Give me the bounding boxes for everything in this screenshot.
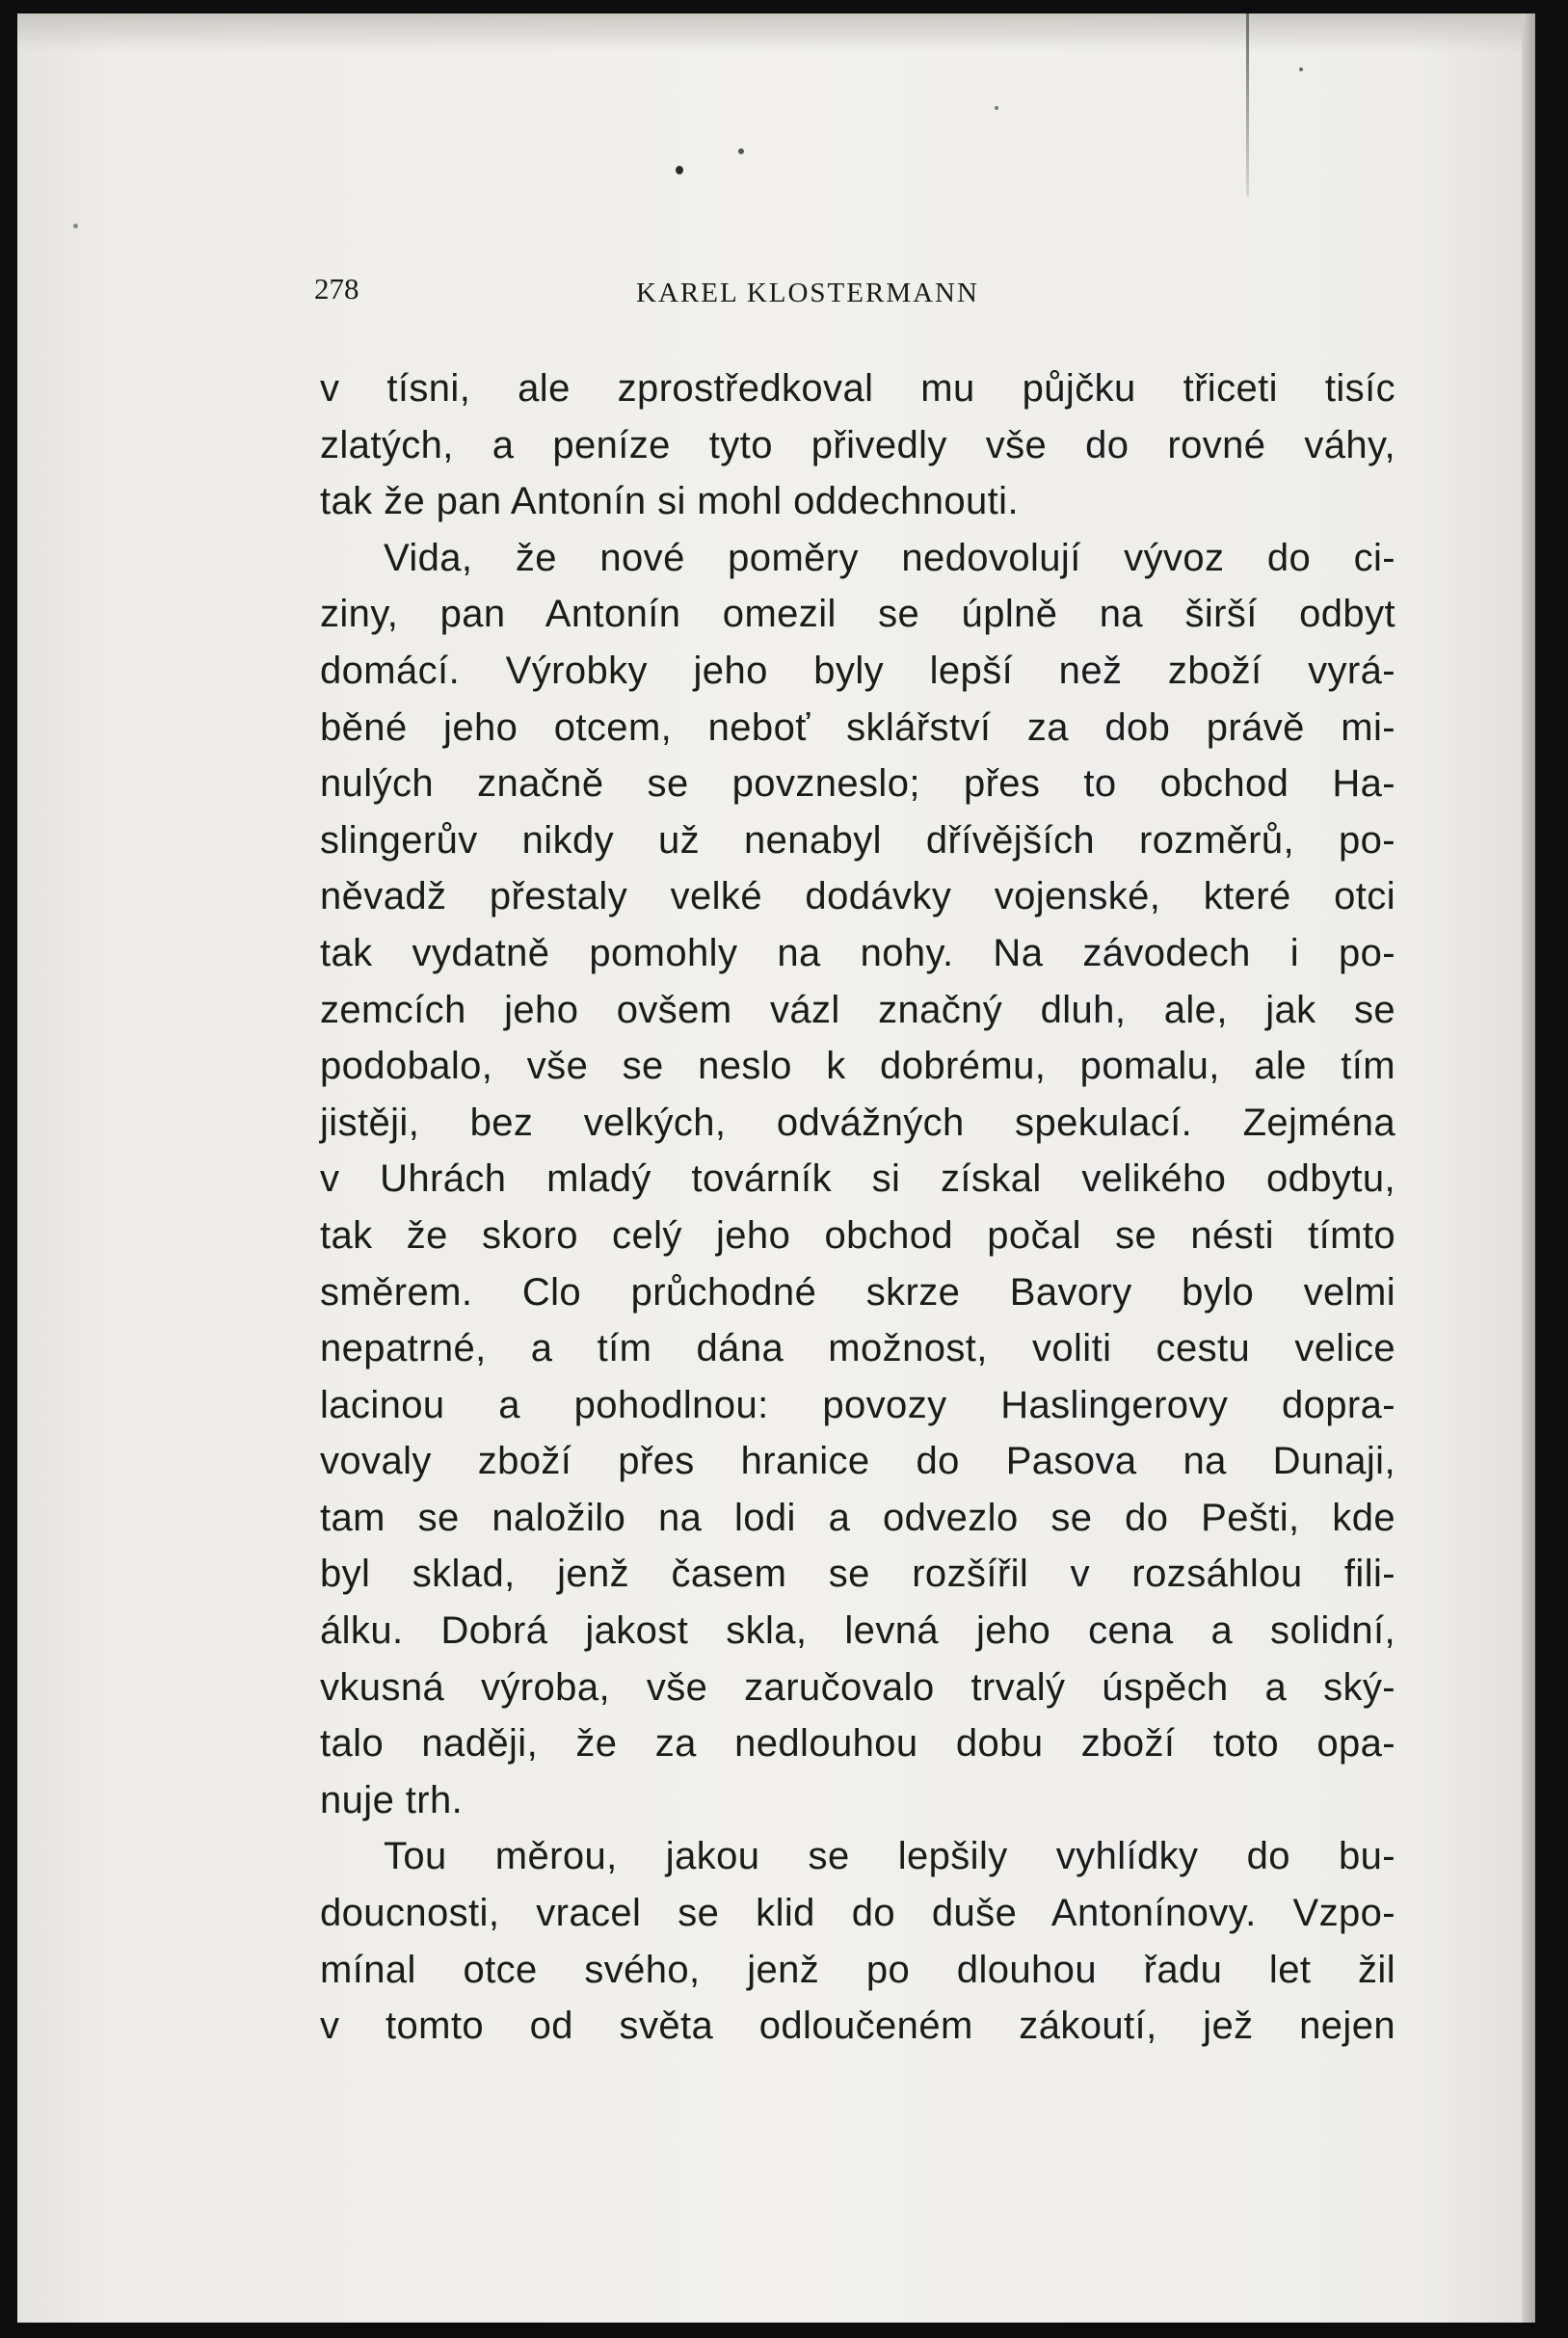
text-line: mínal otce svého, jenž po dlouhou řadu let žil [320, 1948, 1395, 1991]
text-line: slingerův nikdy už nenabyl dřívějších rozměrů, po- [320, 818, 1395, 862]
text-line: zlatých, a peníze tyto přivedly vše do rovné váhy, [320, 423, 1395, 466]
text-line: álku. Dobrá jakost skla, levná jeho cena a solidní, [320, 1609, 1395, 1653]
page-header [17, 272, 1535, 330]
text-line: podobalo, vše se neslo k dobrému, pomalu, ale tím [320, 1045, 1395, 1088]
text-line: lacinou a pohodlnou: povozy Haslingerovy dopra- [320, 1383, 1395, 1426]
text-line: doucnosti, vracel se klid do duše Antonínovy. Vzpo- [320, 1892, 1395, 1935]
dust-speck [738, 148, 744, 154]
text-line: nepatrné, a tím dána možnost, voliti cestu velice [320, 1327, 1395, 1370]
text-line: nuje trh. [320, 1778, 464, 1821]
body-text [320, 360, 1395, 2055]
text-line: zemcích jeho ovšem vázl značný dluh, ale, jak se [320, 988, 1395, 1031]
text-line: Vida, že nové poměry nedovolují vývoz do ci- [384, 536, 1395, 579]
dust-speck [1299, 67, 1303, 71]
text-line: v tísni, ale zprostředkoval mu půjčku třiceti tisíc [320, 367, 1395, 410]
book-page [17, 13, 1535, 2323]
text-line: jistěji, bez velkých, odvážných spekulací. Zejména [320, 1101, 1395, 1144]
running-title: KAREL KLOSTERMANN [636, 278, 979, 308]
dust-speck [995, 106, 998, 110]
text-line: byl sklad, jenž časem se rozšířil v rozsáhlou fili- [320, 1553, 1395, 1596]
text-line: vovaly zboží přes hranice do Pasova na Dunaji, [320, 1440, 1395, 1483]
text-line: tam se naložilo na lodi a odvezlo se do Pešti, kde [320, 1496, 1395, 1539]
text-line: tak že skoro celý jeho obchod počal se nésti tímto [320, 1213, 1395, 1257]
text-line: něvadž přestaly velké dodávky vojenské, které otci [320, 875, 1395, 918]
text-line: tak že pan Antonín si mohl oddechnouti. [320, 480, 1019, 523]
text-line: ziny, pan Antonín omezil se úplně na širší odbyt [320, 593, 1395, 636]
text-line: vkusná výroba, vše zaručovalo trvalý úspěch a ský- [320, 1665, 1395, 1709]
text-line: nulých značně se povzneslo; přes to obchod Ha- [320, 762, 1395, 806]
page-number: 278 [314, 272, 359, 306]
text-line: Tou měrou, jakou se lepšily vyhlídky do bu- [384, 1835, 1395, 1878]
text-line: tak vydatně pomohly na nohy. Na závodech i po- [320, 931, 1395, 974]
text-line: běné jeho otcem, neboť sklářství za dob právě mi- [320, 705, 1395, 749]
page-edge-shadow [1522, 13, 1535, 2323]
text-line: talo naději, že za nedlouhou dobu zboží toto opa- [320, 1722, 1395, 1766]
text-line: směrem. Clo průchodné skrze Bavory bylo velmi [320, 1270, 1395, 1314]
text-line: domácí. Výrobky jeho byly lepší než zboží vyrá- [320, 649, 1395, 692]
page-fold-mark [1246, 13, 1249, 197]
dust-speck [73, 224, 78, 228]
text-line: v Uhrách mladý továrník si získal velikého odbytu, [320, 1157, 1395, 1201]
dust-speck [676, 166, 683, 174]
text-line: v tomto od světa odloučeném zákoutí, jež nejen [320, 2005, 1395, 2048]
